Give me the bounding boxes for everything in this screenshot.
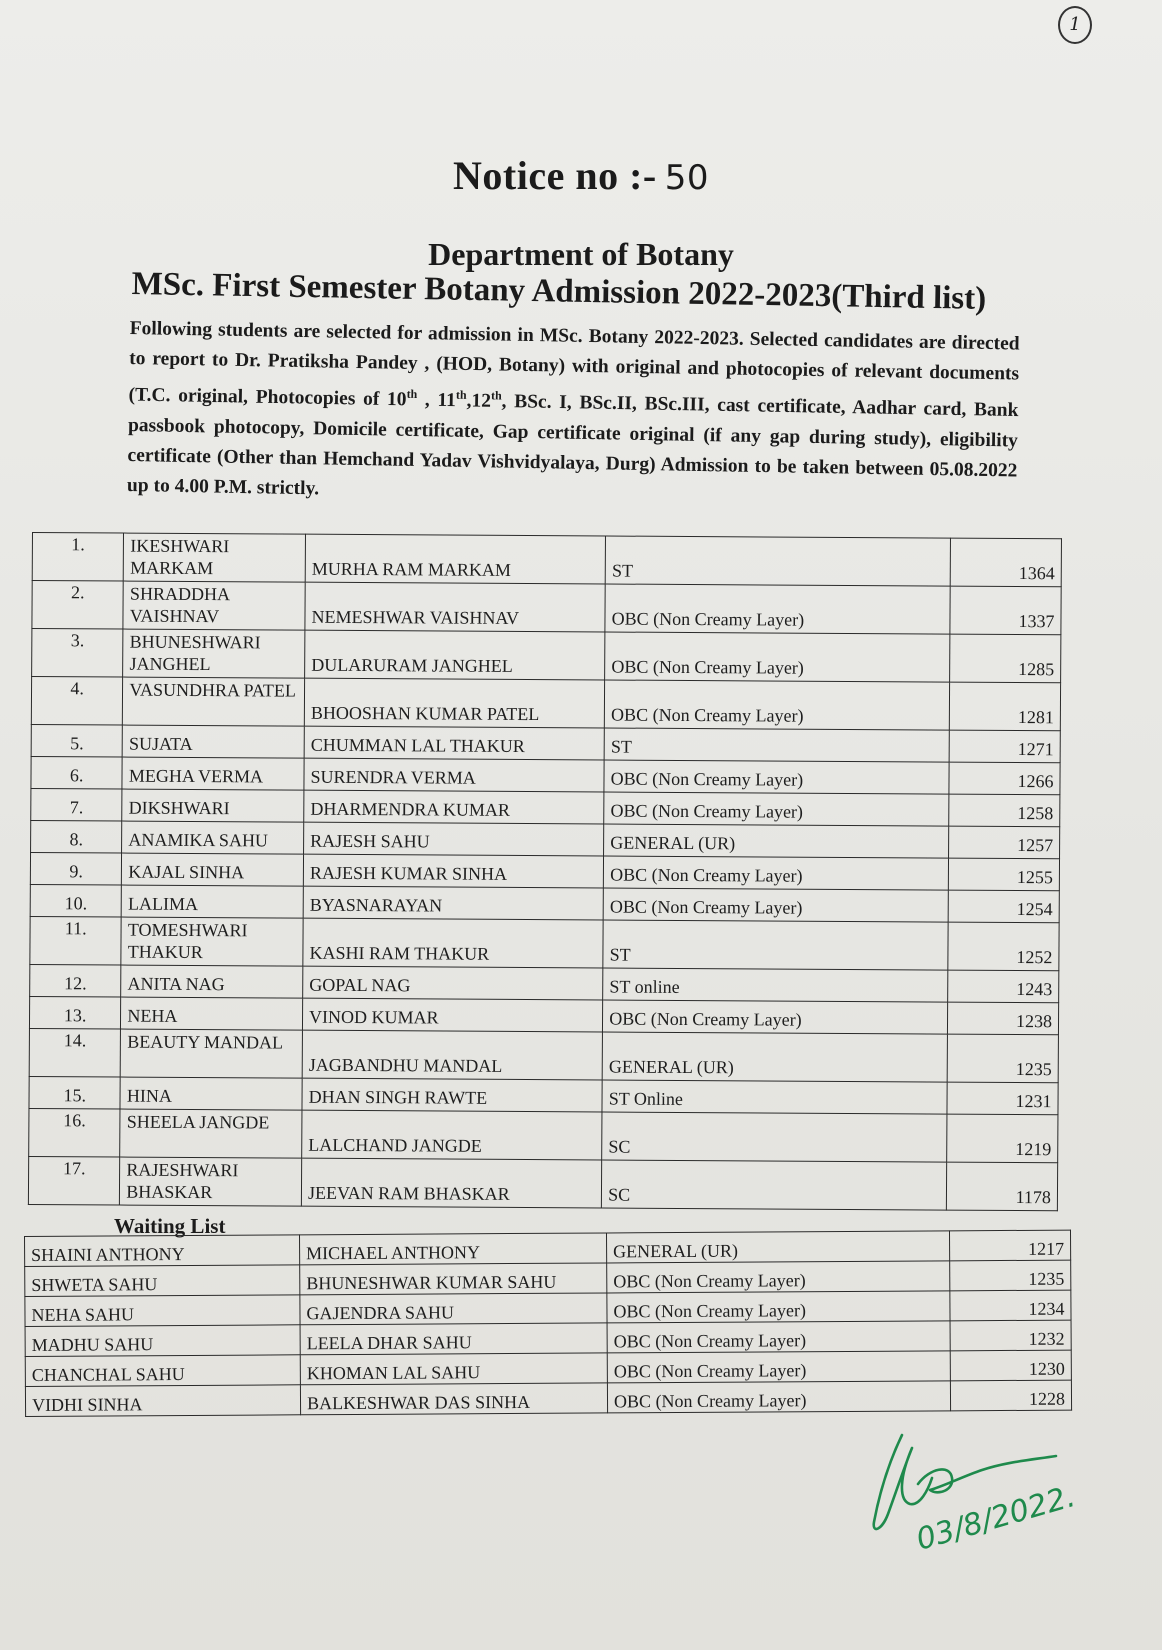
category-cell: GENERAL (UR): [602, 1032, 947, 1082]
category-cell: ST online: [603, 968, 948, 1002]
table-row: [32, 533, 1061, 587]
father-name-cell: MURHA RAM MARKAM: [305, 534, 605, 584]
category-cell: OBC (Non Creamy Layer): [603, 1000, 948, 1034]
student-name-cell: CHANCHAL SAHU: [25, 1355, 300, 1387]
signature-with-date: [860, 1430, 1140, 1570]
category-cell: ST Online: [602, 1080, 947, 1114]
father-name-cell: JEEVAN RAM BHASKAR: [301, 1158, 601, 1208]
father-name-cell: BHOOSHAN KUMAR PATEL: [304, 678, 604, 728]
table-row: [31, 677, 1060, 731]
marks-cell: 1257: [948, 826, 1060, 859]
father-name-cell: MICHAEL ANTHONY: [299, 1233, 606, 1265]
student-name-cell: SHAINI ANTHONY: [25, 1235, 300, 1267]
father-name-cell: DHAN SINGH RAWTE: [302, 1078, 602, 1112]
category-cell: OBC (Non Creamy Layer): [607, 1291, 950, 1323]
serial-number-cell: 16.: [29, 1108, 121, 1157]
notice-label: Notice no :-: [453, 153, 657, 198]
student-name-cell: SHEELA JANGDE: [120, 1109, 302, 1158]
student-name-cell: ANAMIKA SAHU: [122, 821, 304, 854]
marks-cell: 1252: [947, 922, 1059, 971]
father-name-cell: DULARURAM JANGHEL: [305, 630, 605, 680]
marks-cell: 1232: [950, 1320, 1071, 1351]
table-row: [28, 1156, 1057, 1210]
table-row: [25, 1380, 1071, 1416]
serial-number-cell: 17.: [28, 1156, 120, 1205]
waiting-list-table: [24, 1230, 1072, 1417]
father-name-cell: CHUMMAN LAL THAKUR: [304, 726, 604, 760]
category-cell: OBC (Non Creamy Layer): [603, 888, 948, 922]
serial-number-cell: 9.: [30, 852, 122, 885]
father-name-cell: GOPAL NAG: [303, 966, 603, 1000]
selected-students-table: [28, 532, 1062, 1211]
category-cell: OBC (Non Creamy Layer): [605, 584, 950, 634]
category-cell: ST: [605, 536, 950, 586]
table-row: [29, 1108, 1058, 1162]
student-name-cell: VIDHI SINHA: [25, 1385, 300, 1417]
marks-cell: 1337: [949, 586, 1061, 635]
instructions-sup-2: th: [455, 387, 467, 402]
instructions-text-1: Following students are selected for admission in MSc. Botany 2022-2023. Selected candidates are directed to report to Dr. Pratiksha Pandey , (HOD, Botany) with original and photocopies of relevant documents (T.C. original, Photocopies of 10: [128, 317, 1020, 411]
father-name-cell: SURENDRA VERMA: [304, 758, 604, 792]
category-cell: GENERAL (UR): [606, 1231, 949, 1263]
instructions-sup-3: th: [490, 388, 502, 403]
category-cell: OBC (Non Creamy Layer): [607, 1321, 950, 1353]
father-name-cell: LALCHAND JANGDE: [302, 1110, 602, 1160]
table-row: [29, 1028, 1058, 1082]
marks-cell: 1235: [950, 1260, 1071, 1291]
table-row: [32, 581, 1061, 635]
father-name-cell: KHOMAN LAL SAHU: [300, 1353, 607, 1385]
category-cell: OBC (Non Creamy Layer): [605, 632, 950, 682]
father-name-cell: LEELA DHAR SAHU: [300, 1323, 607, 1355]
student-name-cell: BEAUTY MANDAL: [121, 1029, 303, 1078]
category-cell: GENERAL (UR): [604, 824, 949, 858]
marks-cell: 1364: [950, 538, 1062, 587]
student-name-cell: BHUNESHWARI JANGHEL: [123, 629, 305, 678]
marks-cell: 1231: [946, 1082, 1058, 1115]
student-name-cell: NEHA: [121, 997, 303, 1030]
instructions-text-3: ,12: [466, 390, 492, 412]
instructions-sup-1: th: [406, 386, 418, 402]
marks-cell: 1238: [947, 1002, 1059, 1035]
student-name-cell: HINA: [120, 1077, 302, 1110]
marks-cell: 1217: [949, 1230, 1070, 1261]
category-cell: SC: [602, 1160, 947, 1210]
category-cell: OBC (Non Creamy Layer): [604, 760, 949, 794]
student-name-cell: KAJAL SINHA: [122, 853, 304, 886]
marks-cell: 1235: [947, 1034, 1059, 1083]
student-name-cell: MEGHA VERMA: [122, 757, 304, 790]
student-name-cell: VASUNDHRA PATEL: [123, 677, 305, 726]
student-name-cell: ANITA NAG: [121, 965, 303, 998]
serial-number-cell: 12.: [30, 964, 122, 997]
student-name-cell: RAJESHWARI BHASKAR: [120, 1157, 302, 1206]
serial-number-cell: 13.: [29, 996, 121, 1029]
admission-title: MSc. First Semester Botany Admission 2022-2023(Third list): [131, 266, 987, 317]
student-name-cell: LALIMA: [121, 885, 303, 918]
student-name-cell: SHRADDHA VAISHNAV: [123, 581, 305, 630]
student-name-cell: DIKSHWARI: [122, 789, 304, 822]
category-cell: ST: [603, 920, 948, 970]
instructions-text-4: , BSc. I, BSc.II, BSc.III, cast certificate, Aadhar card, Bank passbook photocopy, Domicile certificate, Gap certificate original (if any gap during study), eligibility certificate (Other than Hemchand Yadav Vishvidyalaya, Durg) Admission to be taken between 05.08.2022 up to 4.00 P.M. strictly.: [126, 391, 1019, 499]
student-name-cell: IKESHWARI MARKAM: [124, 533, 306, 582]
marks-cell: 1228: [950, 1380, 1071, 1411]
serial-number-cell: 11.: [30, 916, 122, 965]
serial-number-cell: 6.: [31, 756, 123, 789]
instructions-text-2: , 11: [417, 389, 457, 412]
category-cell: ST: [604, 728, 949, 762]
student-name-cell: TOMESHWARI THAKUR: [121, 917, 303, 966]
marks-cell: 1219: [946, 1114, 1058, 1163]
serial-number-cell: 7.: [31, 788, 123, 821]
father-name-cell: RAJESH KUMAR SINHA: [303, 854, 603, 888]
serial-number-cell: 8.: [31, 820, 123, 853]
table-row: [30, 916, 1059, 970]
category-cell: OBC (Non Creamy Layer): [607, 1261, 950, 1293]
category-cell: OBC (Non Creamy Layer): [604, 792, 949, 826]
serial-number-cell: 10.: [30, 884, 122, 917]
serial-number-cell: 4.: [31, 677, 123, 726]
marks-cell: 1271: [949, 730, 1061, 763]
serial-number-cell: 5.: [31, 724, 123, 757]
marks-cell: 1254: [948, 890, 1060, 923]
category-cell: OBC (Non Creamy Layer): [604, 856, 949, 890]
serial-number-cell: 2.: [32, 581, 124, 630]
student-name-cell: SHWETA SAHU: [25, 1265, 300, 1297]
category-cell: OBC (Non Creamy Layer): [607, 1381, 950, 1413]
table-row: [32, 629, 1061, 683]
marks-cell: 1243: [947, 970, 1059, 1003]
father-name-cell: VINOD KUMAR: [303, 998, 603, 1032]
father-name-cell: KASHI RAM THAKUR: [303, 918, 603, 968]
category-cell: OBC (Non Creamy Layer): [605, 680, 950, 730]
waiting-list-heading: Waiting List: [114, 1214, 226, 1238]
father-name-cell: GAJENDRA SAHU: [300, 1293, 607, 1325]
father-name-cell: JAGBANDHU MANDAL: [302, 1030, 602, 1080]
category-cell: OBC (Non Creamy Layer): [607, 1351, 950, 1383]
marks-cell: 1285: [949, 634, 1061, 683]
notice-title: [0, 152, 1162, 199]
signature-date: 03/8/2022.: [912, 1479, 1080, 1558]
marks-cell: 1178: [946, 1162, 1058, 1211]
father-name-cell: DHARMENDRA KUMAR: [304, 790, 604, 824]
father-name-cell: BHUNESHWAR KUMAR SAHU: [300, 1263, 607, 1295]
marks-cell: 1266: [948, 762, 1060, 795]
father-name-cell: BYASNARAYAN: [303, 886, 603, 920]
serial-number-cell: 1.: [32, 533, 124, 582]
page-number: 1: [1058, 6, 1092, 44]
serial-number-cell: 3.: [32, 629, 124, 678]
serial-number-cell: 14.: [29, 1028, 121, 1077]
student-name-cell: NEHA SAHU: [25, 1295, 300, 1327]
father-name-cell: NEMESHWAR VAISHNAV: [305, 582, 605, 632]
admission-instructions: [127, 314, 1020, 516]
father-name-cell: BALKESHWAR DAS SINHA: [300, 1383, 607, 1415]
student-name-cell: SUJATA: [122, 725, 304, 758]
father-name-cell: RAJESH SAHU: [304, 822, 604, 856]
marks-cell: 1234: [950, 1290, 1071, 1321]
student-name-cell: MADHU SAHU: [25, 1325, 300, 1357]
category-cell: SC: [602, 1112, 947, 1162]
marks-cell: 1258: [948, 794, 1060, 827]
marks-cell: 1255: [948, 858, 1060, 891]
serial-number-cell: 15.: [29, 1076, 121, 1109]
department-title: Department of Botany: [428, 236, 734, 272]
marks-cell: 1230: [950, 1350, 1071, 1381]
notice-number: 50: [664, 158, 709, 198]
marks-cell: 1281: [949, 682, 1061, 731]
